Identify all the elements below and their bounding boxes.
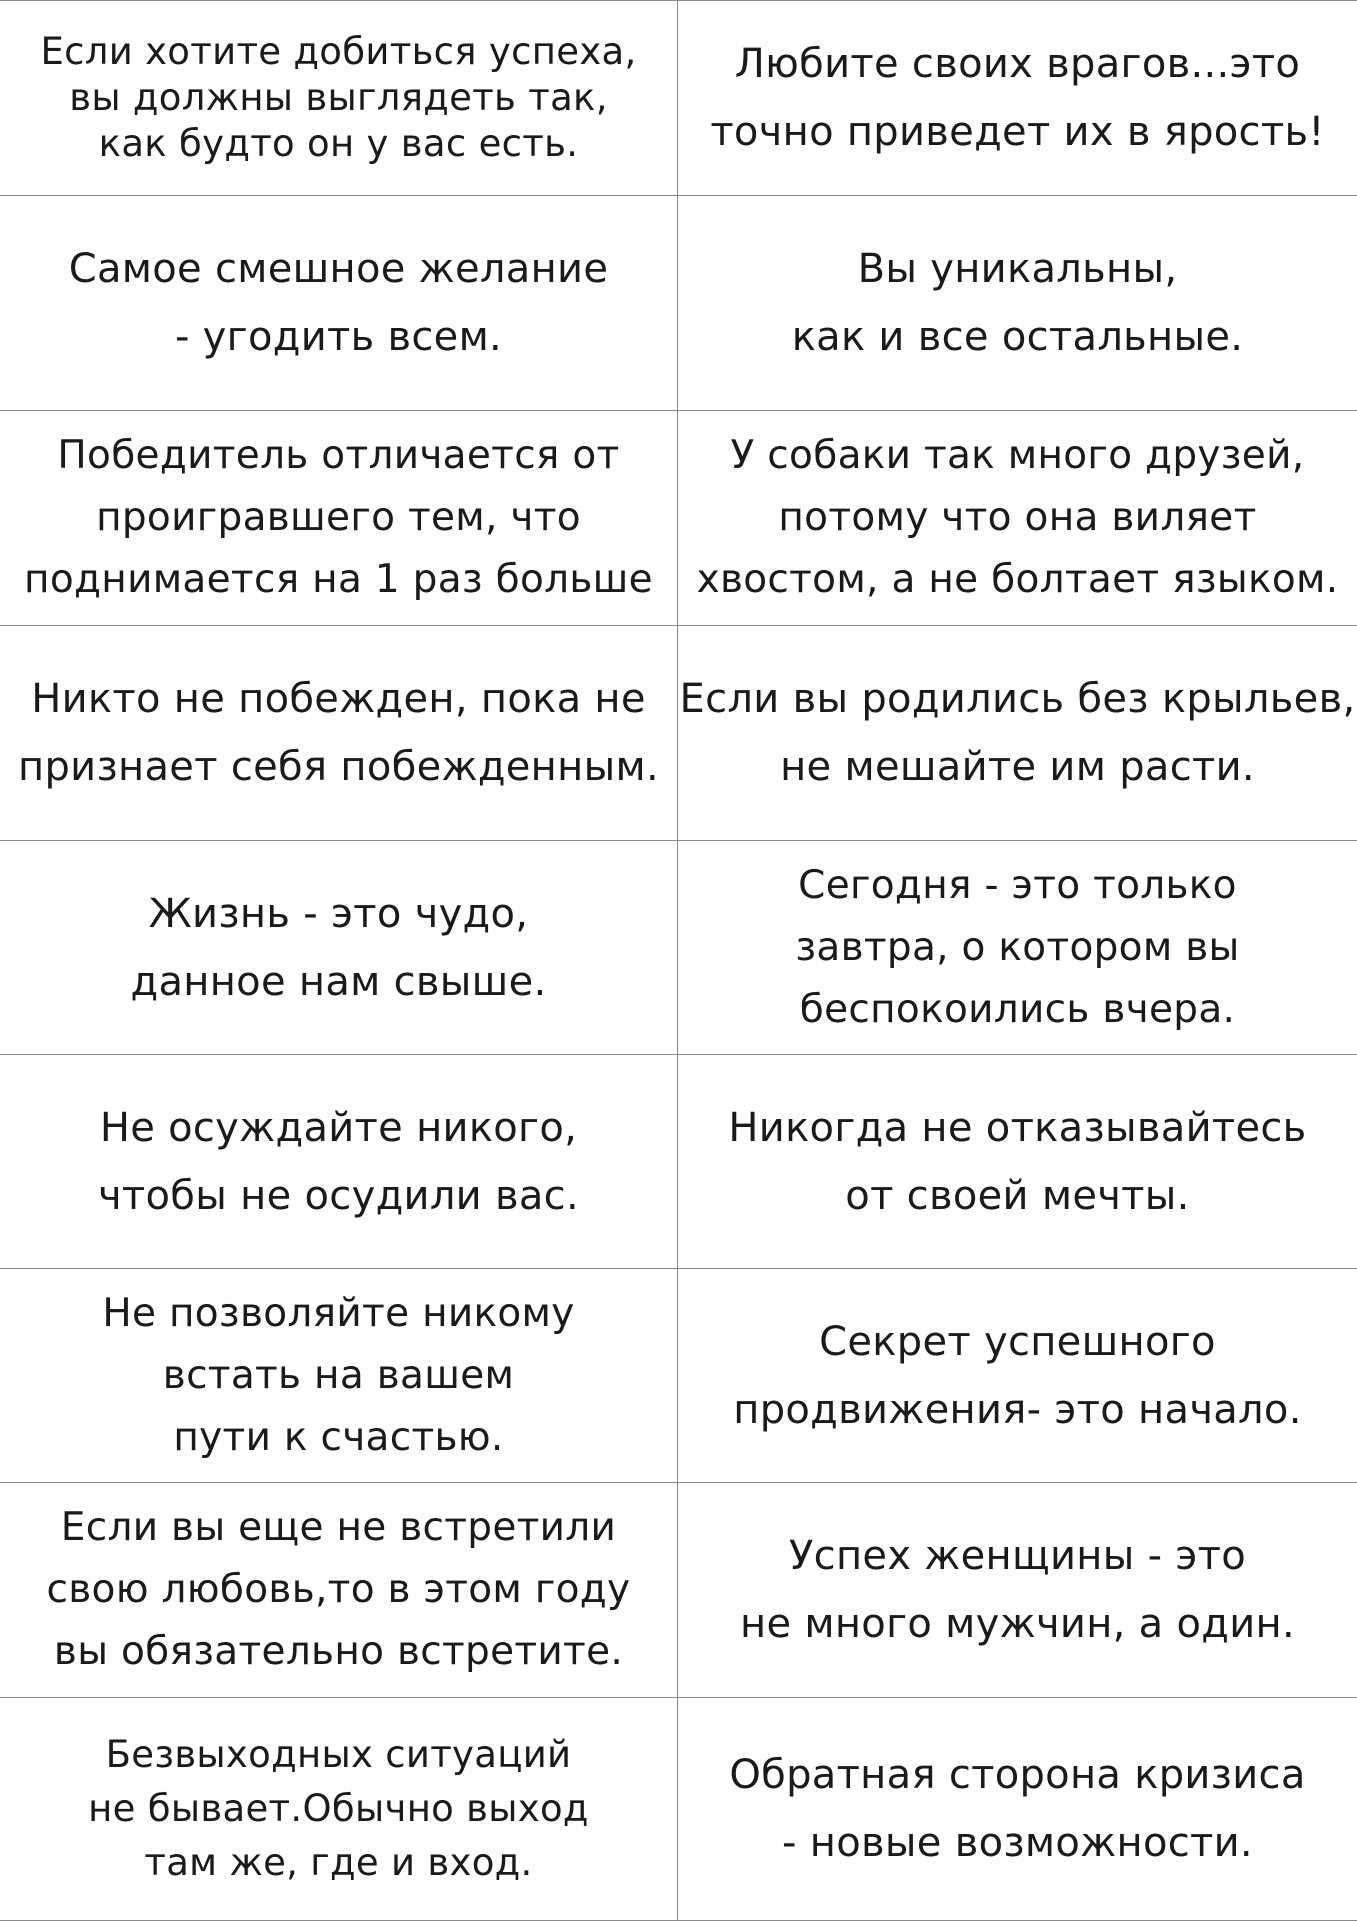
quote-line: Жизнь - это чудо,: [148, 890, 529, 937]
quote-text: [131, 880, 547, 1016]
quote-card: [0, 196, 678, 411]
quote-line: не мешайте им расти.: [780, 744, 1255, 790]
quote-line: - угодить всем.: [174, 314, 503, 360]
quote-line: не бывает.Обычно выход: [88, 1787, 589, 1830]
quote-card: [0, 1055, 678, 1269]
quote-line: проигравшего тем, что: [96, 495, 581, 540]
quote-line: Никто не побежден, пока не: [31, 676, 646, 722]
quote-line: не много мужчин, а один.: [740, 1601, 1295, 1647]
quote-card: [0, 411, 678, 626]
quote-line: Победитель отличается от: [57, 433, 620, 478]
quote-card: [0, 1, 678, 196]
quote-line: Не позволяйте никому: [102, 1290, 575, 1336]
quote-line: точно приведет их в ярость!: [710, 109, 1325, 155]
quote-line: пути к счастью.: [173, 1414, 504, 1460]
quote-card: [678, 196, 1357, 411]
quote-card: [0, 1269, 678, 1483]
quote-line: Безвыходных ситуаций: [105, 1733, 572, 1776]
quote-text: [88, 1728, 589, 1890]
quote-line: Любите своих врагов...это: [734, 41, 1301, 87]
quote-line: вы обязательно встретите.: [53, 1629, 624, 1674]
quote-line: Вы уникальны,: [857, 246, 1178, 292]
quote-text: [680, 665, 1356, 801]
quote-line: Самое смешное желание: [68, 246, 609, 292]
quote-line: поднимается на 1 раз больше: [24, 557, 653, 602]
quote-line: там же, где и вход.: [144, 1841, 533, 1884]
quote-text: [795, 855, 1239, 1041]
quote-line: вы должны выглядеть так,: [69, 76, 608, 119]
quote-card: [678, 1, 1357, 196]
quote-line: беспокоились вчера.: [799, 986, 1236, 1032]
quote-text: [47, 1497, 631, 1683]
quote-line: Секрет успешного: [819, 1318, 1216, 1365]
quote-text: [102, 1283, 574, 1469]
quote-line: данное нам свыше.: [130, 958, 547, 1005]
quote-card: [0, 1483, 678, 1698]
quote-line: Если вы еще не встретили: [60, 1505, 617, 1550]
quote-card: [678, 411, 1357, 626]
quote-card: [0, 626, 678, 841]
quote-line: хвостом, а не болтает языком.: [696, 557, 1339, 602]
quote-line: от своей мечты.: [845, 1172, 1190, 1219]
quote-text: [740, 1522, 1295, 1658]
quote-line: продвижения- это начало.: [733, 1386, 1302, 1433]
quote-card: [678, 1483, 1357, 1698]
quote-card: [678, 1269, 1357, 1483]
quote-line: как и все остальные.: [791, 314, 1244, 360]
quote-line: как будто он у вас есть.: [98, 122, 579, 165]
quote-text: [729, 1741, 1305, 1877]
quote-text: [733, 1308, 1301, 1444]
quote-line: Обратная сторона кризиса: [729, 1752, 1306, 1798]
quote-line: Успех женщины - это: [788, 1533, 1246, 1579]
quote-text: [24, 425, 653, 611]
quote-card: [678, 1055, 1357, 1269]
quote-line: потому что она виляет: [778, 495, 1257, 540]
quote-line: свою любовь,то в этом году: [46, 1567, 631, 1612]
quote-text: [18, 665, 659, 801]
quote-text: [792, 235, 1244, 371]
quote-line: Никогда не отказывайтесь: [728, 1104, 1307, 1151]
quote-card: [678, 626, 1357, 841]
quote-line: Если вы родились без крыльев,: [679, 676, 1356, 722]
quote-text: [98, 1094, 579, 1230]
quote-line: Не осуждайте никого,: [99, 1104, 578, 1151]
quote-card: [0, 1698, 678, 1921]
quote-line: завтра, о котором вы: [795, 924, 1240, 970]
quote-line: Если хотите добиться успеха,: [40, 30, 637, 73]
quote-card: [0, 841, 678, 1055]
quote-text: [710, 30, 1324, 166]
quote-line: встать на вашем: [162, 1352, 515, 1398]
quote-text: [40, 29, 636, 167]
quote-line: признает себя побежденным.: [18, 744, 659, 790]
quote-text: [728, 1094, 1306, 1230]
quote-line: чтобы не осудили вас.: [97, 1172, 579, 1219]
quote-text: [69, 235, 609, 371]
quote-card: [678, 1698, 1357, 1921]
quote-line: Сегодня - это только: [798, 862, 1237, 908]
quote-line: - новые возможности.: [782, 1820, 1253, 1866]
quote-line: У собаки так много друзей,: [730, 433, 1305, 478]
quote-card: [678, 841, 1357, 1055]
quote-text: [697, 425, 1339, 611]
